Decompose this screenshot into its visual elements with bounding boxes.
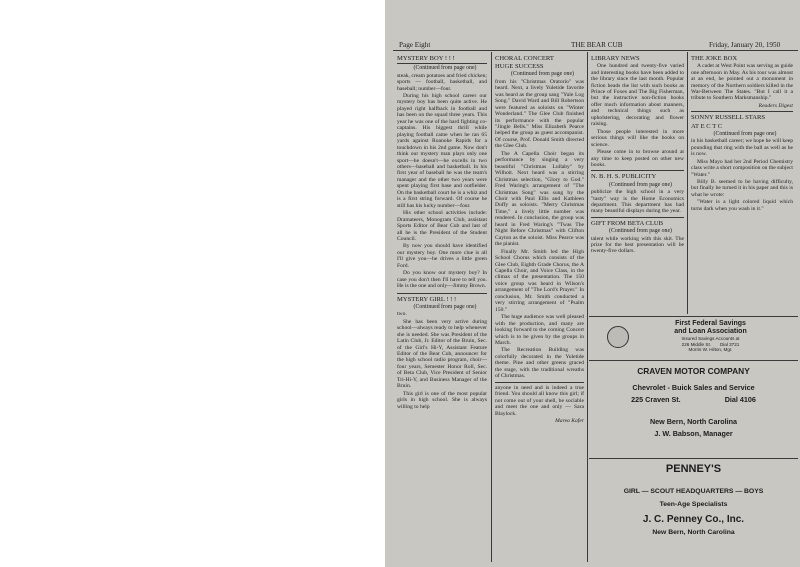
paragraph: Those people interested in more serious things will like the books on science.	[591, 128, 684, 148]
paragraph: A cadet at West Point was serving as guide one afternoon in May. As his tour was almost at an end, he pointed out a monument in memory of the Northern soldiers killed in the War-Between The States. "But I call it a tribute to Southern Marksmanship."	[691, 63, 793, 102]
rule	[397, 293, 487, 294]
ad-title: CRAVEN MOTOR COMPANY	[637, 366, 750, 376]
continued-note: (Continued from page one)	[413, 65, 477, 72]
headline-ectc: AT E C T C	[691, 122, 723, 130]
paragraph: She has been very active during school—always ready to help whenever she is needed. She was President of the Latin Club, Jr. Editor of the Bruin, Sec. of the Girl's Hi-Y, Assistant Feature Editor of the Bear Cub, announcer for the high school radio program, choir—four years, Semester Honor Roll, Sec. of Beta Club, Vice President of Senior Tri-Hi-Y, and Business Manager of the Bruin.	[397, 318, 487, 390]
paragraph: Do you know our mystery boy? In case you don't then I'll have to tell you. He is the one and only—Jimmy Brown.	[397, 270, 487, 290]
source-credit: Readers Digest	[758, 102, 793, 109]
paragraph: Miss Mayo had her 2nd Period Chemistry class write a short composition on the subject "Water."	[691, 158, 793, 178]
ad-border	[589, 316, 798, 317]
headline-mystery-girl: MYSTERY GIRL ! ! !	[397, 295, 457, 303]
rule	[495, 382, 584, 383]
newspaper-page	[385, 0, 800, 567]
header-rule	[393, 50, 798, 51]
column-2	[495, 55, 584, 425]
issue-date: Friday, January 20, 1950	[709, 41, 781, 49]
paragraph: Finally Mr. Smith led the High School Chorus which consists of the Glee Club, Eighth Grade Chorus, the A Capella Choir, and Voice Class, in the climax of the presentation. The 150 voice group was heard in Wilson's arrangement of "The Lord's Prayer." In conclusion, Mr. Smith conducted a very stirring arrangement of "Psalm 150."	[495, 248, 584, 313]
column-4	[691, 55, 793, 213]
paragraph: anyone in need and is indeed a true friend. You should all know this girl; if not come out of your shell, be sociable and meet the one and only — Sara Blaylock.	[495, 384, 584, 417]
ad-line: Teen-Age Specialists	[659, 501, 728, 508]
ad-border	[589, 360, 798, 361]
column-rule	[687, 52, 688, 314]
rule	[591, 217, 684, 218]
ad-line: J. W. Babson, Manager	[654, 429, 733, 438]
column-3	[591, 55, 684, 256]
ad-phone: Dial 4106	[724, 395, 756, 404]
paper-title: THE BEAR CUB	[571, 41, 623, 49]
headline-publicity: N. B. H. S. PUBLICITY	[591, 173, 657, 181]
paragraph: The Recreation Building was colorfully decorated in the Yuletide theme. Pine and other greens graced the stage, with the traditional wreaths of Christmas.	[495, 347, 584, 380]
ad-penneys	[589, 463, 798, 537]
page-number: Page Eight	[399, 41, 431, 49]
ad-title: PENNEY'S	[665, 463, 722, 475]
headline-sonny-russell: SONNY RUSSELL STARS	[691, 114, 766, 122]
paragraph: His other school activities include: Dramateers, Monogram Club, assistant Sports Editor of Bear Cub and last of all he is the President of the Student Council.	[397, 210, 487, 242]
headline-library-news: LIBRARY NEWS	[591, 55, 640, 62]
headline-joke-box: THE JOKE BOX	[691, 55, 738, 62]
paragraph: talent while working with this skit. The prize for the best presentation will be twenty-five dollars.	[591, 235, 684, 255]
paragraph: Please come in to browse around at any time to keep posted on other new books.	[591, 149, 684, 168]
ad-line: J. C. Penney Co., Inc.	[642, 514, 745, 525]
column-1	[397, 55, 487, 411]
paragraph: "Water is a light colored liquid which turns dark when you wash in it."	[691, 199, 793, 212]
byline: Marea Kafer	[555, 417, 584, 424]
paragraph: publicize the high school in a very "tasty" way is the Home Economics department. This department has had many beautiful displays during the year.	[591, 189, 684, 215]
rule	[397, 63, 487, 64]
ad-line: First Federal Savings	[675, 320, 746, 327]
continued-note: (Continued from page one)	[713, 130, 777, 137]
paragraph: During his high school career our mystery boy has been quite active. He played right halfback in football and has been on the squad three years. This year he was one of the hard fighting co-captains. His biggest thrill while playing football came when he ran 65 yards against Roanoke Rapids for a touchdown in his 2nd game. Now don't think our mystery man plays only one sport—he doesn't—he excells in two others—baseball and basketball. In his first year of baseball he was the team's manager and the other two years were spent playing first base and outfielder. On the basketball court he is a whiz and is a first string forward. Of course he still has his lucky number—four.	[397, 93, 487, 209]
paragraph: One hundred and twenty-five varied and interesting books have been added to the library since the last month. Popular fiction heads the list with such books as Prince of Foxes and The Big Fisherman, but the instructive non-fiction books offer much information about manners, and technical things such as upholstering, decorating and flower raising.	[591, 63, 684, 128]
paragraph: from his "Christmas Oratorio" was heard. Next, a lively Yuletide favorite was heard as the group sang "Yule Log Song." David Ward and Bill Robertson were featured as soloists on "Winter Wonderland." The Glee Club finished its performance with the popular "Jingle Bells." Miss Elizabeth Pearce helped the group as guest accompanist. Of course, Prof. Donald Smith directed the Glee Club.	[495, 78, 584, 150]
headline-mystery-boy: MYSTERY BOY ! ! !	[397, 55, 455, 62]
continued-note: (Continued from page one)	[413, 303, 477, 310]
continued-note: (Continued from page one)	[511, 71, 574, 78]
paragraph: two.	[397, 311, 407, 318]
paragraph: This girl is one of the most popular girls in high school. She is always willing to help	[397, 390, 487, 410]
headline-huge-success: HUGE SUCCESS	[495, 63, 544, 71]
paragraph: Billy B. seemed to be having difficulty, but finally he turned it in his paper and this is what he wrote:	[691, 178, 793, 198]
ad-border	[589, 458, 798, 459]
paragraph: The huge audience was well pleased with the production, and many are looking forward to the coming Concert which is to be given by the groups in March.	[495, 314, 584, 346]
ad-line: New Bern, North Carolina	[649, 417, 738, 426]
column-rule	[491, 52, 492, 562]
ad-line: Morris W. Hilton, Mgr.	[688, 347, 733, 352]
paragraph: in his basketball career; we hope he will keep pounding that ring with the ball as well as he is now.	[691, 138, 793, 158]
headline-choral-concert: CHORAL CONCERT	[495, 55, 554, 62]
ad-line: 226 Middle St. Dial 3721	[681, 341, 740, 347]
ad-line: and Loan Association	[674, 328, 747, 335]
rule	[591, 170, 684, 171]
continued-note: (Continued from page one)	[609, 181, 672, 188]
ad-line: Chevrolet - Buick Sales and Service	[632, 383, 755, 392]
ad-line: GIRL — SCOUT HEADQUARTERS — BOYS	[623, 488, 764, 495]
ad-first-federal	[623, 320, 798, 353]
headline-beta-club: GIFT FROM BETA CLUB	[591, 219, 664, 227]
ad-address-row	[589, 395, 798, 404]
ad-line: Insured Savings Accounts at	[681, 336, 740, 341]
paragraph: The A Capella Choir began its performance by singing a very beautiful "Christmas Lullaby" by Wilhoit. Next heard was a stirring Christmas selection, "Glory to God." Fred Waring's arrangement of "The Christmas Song" was sung by the Choir with Paul Ellis and Kathleen Duffy as soloists. "Merry Christmas Time," a lively little number was rendered. In conclusion, the group was heard in Fred Waring's "'Twas The Night Before Christmas" with Clifton Cayton as the soloist. Miss Pearce was the pianist.	[495, 150, 584, 248]
paragraph: steak, cream potatoes and fried chicken; sports — football, basketball, and baseball; number—four.	[397, 72, 487, 92]
ad-craven-motor	[589, 366, 798, 438]
column-rule	[587, 52, 588, 562]
ad-line: New Bern, North Carolina	[652, 529, 735, 536]
ad-address: 225 Craven St.	[631, 395, 681, 404]
continued-note: (Continued from page one)	[609, 228, 672, 235]
paragraph: By now you should have identified our mystery boy. One more clue is all I'll give you—he drives a little green Ford.	[397, 243, 487, 269]
rule	[691, 111, 793, 112]
